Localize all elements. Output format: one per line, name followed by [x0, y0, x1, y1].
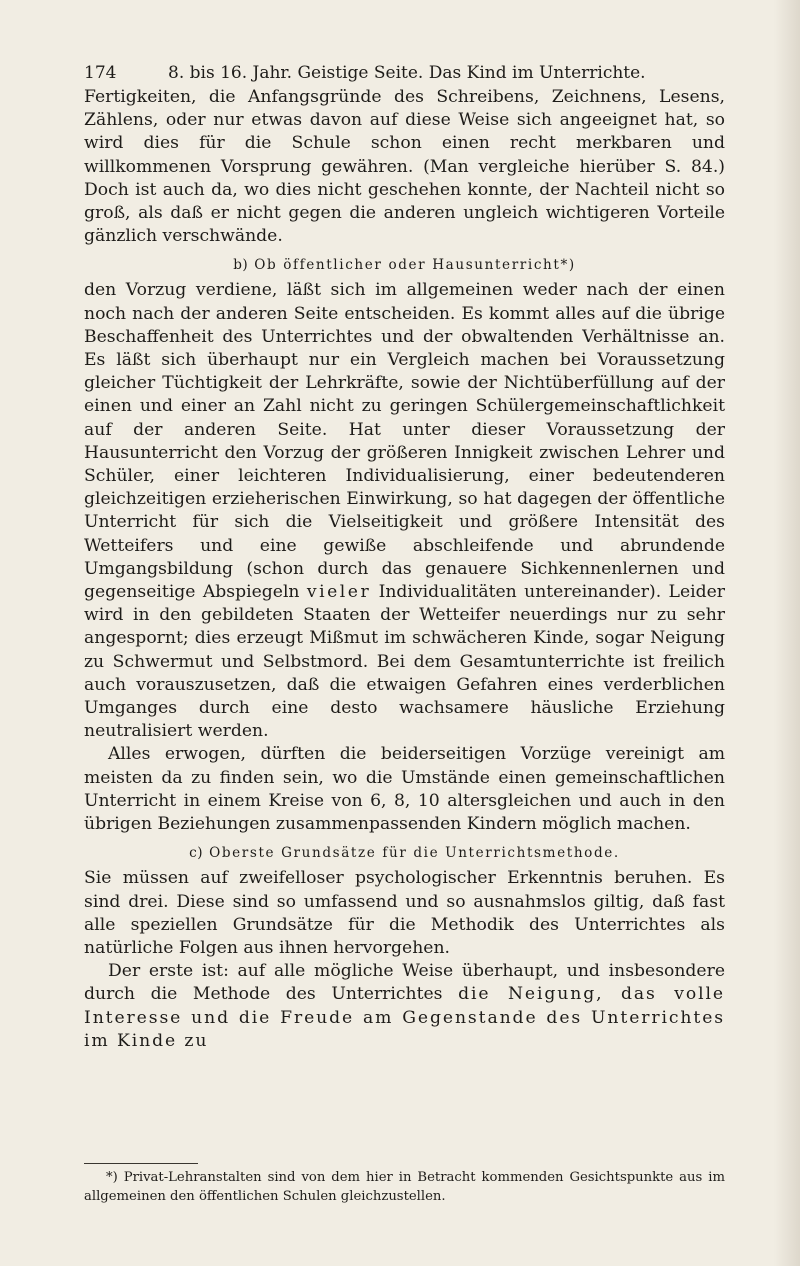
footnote-mark: *)	[106, 1170, 118, 1185]
paragraph-continued: Fertigkeiten, die Anfangsgründe des Schreibens, Zeichnens, Lesens, Zählens, oder nur etwas davon auf diese Weise sich angeeignet hat, so wird dies für die Schule schon einen recht merkbaren und willkommenen Vorsprung gewähren. (Man vergleiche hierüber S. 84.) Doch ist auch da, wo dies nicht geschehen konnte, der Nachteil nicht so groß, als daß er nicht gegen die anderen ungleich wichtigeren Vorteile gänzlich verschwände.	[84, 87, 725, 247]
paragraph-text: Der erste ist: auf alle mögliche Weise überhaupt, und insbesondere durch die Methode des Unterrichtes	[84, 961, 725, 1005]
paragraph-hausunterricht	[84, 279, 725, 743]
section-label-b: b)	[233, 257, 249, 274]
footnote	[84, 1168, 725, 1206]
section-heading-c	[84, 843, 725, 863]
footnote-text: Privat-Lehranstalten sind von dem hier in Betracht kommenden Gesichtspunkte aus im allgemeinen den öffentlichen Schulen gleichzustellen.	[84, 1170, 725, 1204]
section-title-c: Oberste Grundsätze für die Unterrichtsmethode.	[209, 845, 620, 862]
body-text	[84, 86, 725, 1053]
page-number: 174	[84, 63, 117, 83]
section-label-c: c)	[189, 845, 204, 862]
emphasis-vieler: vieler	[306, 582, 372, 603]
paragraph-conclusion: Alles erwogen, dürften die beiderseitigen Vorzüge vereinigt am meisten da zu finden sein, wo die Umstände einen gemeinschaftlichen Unterricht in einem Kreise von 6, 8, 10 altersgleichen und auch in den übrigen Beziehungen zusammenpassenden Kindern möglich machen.	[84, 744, 725, 835]
section-heading-b	[84, 255, 725, 275]
emphasis-neigung: die Neigung, das volle Interesse und die Freude am Gegenstande des Unterrichtes im Kinde zu	[84, 984, 725, 1051]
section-title-b: Ob öffentlicher oder Hausunterricht*)	[254, 257, 576, 274]
paragraph-grundsaetze: Sie müssen auf zweifelloser psychologischer Erkenntnis beruhen. Es sind drei. Diese sind so umfassend und so ausnahmslos giltig, daß fast alle speziellen Grundsätze für die Methodik des Unterrichtes als natürliche Folgen aus ihnen hervorgehen.	[84, 868, 725, 958]
paragraph-text: den Vorzug verdiene, läßt sich im allgemeinen weder nach der einen noch nach der anderen Seite entscheiden. Es kommt alles auf die übrige Beschaffenheit des Unterrichtes und der obwaltenden Verhältnisse an. Es läßt sich überhaupt nur ein Vergleich machen bei Voraussetzung gleicher Tüchtigkeit der Lehrkräfte, sowie der Nichtüberfüllung auf der einen und einer an Zahl nicht zu geringen Schülergemeinschaftlichkeit auf der anderen Seite. Hat unter dieser Voraussetzung der Hausunterricht den Vorzug der größeren Innigkeit zwischen Lehrer und Schüler, einer leichteren Individualisierung, einer bedeutenderen gleichzeitigen erzieherischen Einwirkung, so hat dagegen der öffentliche Unterricht für sich die Vielseitigkeit und größere Intensität des Wetteifers und eine gewiße abschleifende und abrundende Umgangsbildung (schon durch das genauere Sichkennenlernen und gegenseitige Abspiegeln	[84, 280, 725, 603]
running-title: 8. bis 16. Jahr. Geistige Seite. Das Kind im Unterrichte.	[168, 63, 646, 83]
paragraph-erster-grundsatz	[84, 960, 725, 1053]
paragraph-text-rest: Individualitäten untereinander). Leider wird in den gebildeten Staaten der Wetteifer neuerdings nur zu sehr angespornt; dies erzeugt Mißmut im schwächeren Kinde, sogar Neigung zu Schwermut und Selbstmord. Bei dem Gesamtunterrichte ist freilich auch vorauszusetzen, daß die etwaigen Gefahren eines verderblichen Umganges durch eine desto wachsamere häusliche Erziehung neutralisiert werden.	[84, 582, 726, 742]
page-edge-shadow	[774, 0, 800, 1266]
footnote-rule	[84, 1163, 198, 1164]
running-header	[84, 60, 724, 86]
